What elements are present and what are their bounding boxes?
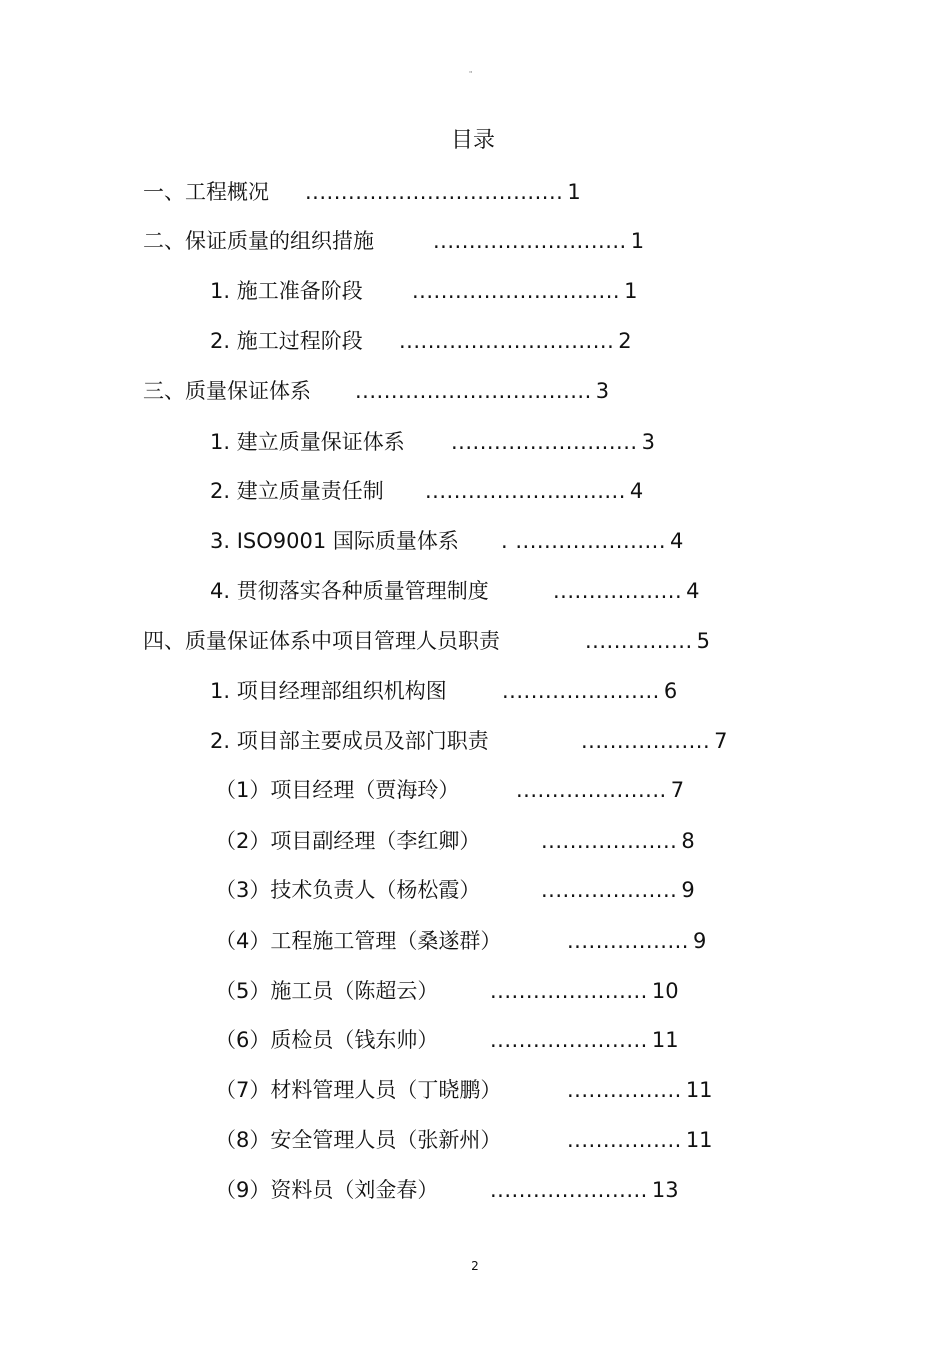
toc-entry-label: 一、工程概况	[143, 180, 269, 204]
toc-entry-dots: .................................	[355, 379, 592, 403]
toc-entry-label: （7）材料管理人员（丁晓鹏）	[215, 1078, 502, 1102]
toc-entry-label: （8）安全管理人员（张新州）	[215, 1128, 502, 1152]
toc-entry-page: 1	[630, 229, 645, 253]
toc-entry-label: （5）施工员（陈超云）	[215, 979, 439, 1003]
toc-entry-dots: ...................	[541, 878, 678, 902]
toc-entry-page: 8	[681, 829, 695, 853]
toc-entry-dots: ................	[567, 1128, 682, 1152]
toc-entry-label: 二、保证质量的组织措施	[143, 229, 374, 253]
toc-entry-dots: ...............	[585, 629, 693, 653]
toc-entry-dots: ...................	[541, 829, 678, 853]
toc-entry-label: 2. 项目部主要成员及部门职责	[210, 729, 489, 753]
toc-entry-dots: ......................	[502, 679, 660, 703]
toc-entry-dots: ..........................	[451, 430, 638, 454]
toc-entry-page: 7	[714, 729, 728, 753]
toc-entry-page: 9	[681, 878, 695, 902]
toc-entry-dots: .............................	[412, 279, 621, 303]
toc-entry[interactable]	[215, 875, 695, 905]
toc-entry-dots: .................	[567, 929, 689, 953]
toc-entry-label: 2. 施工过程阶段	[210, 329, 363, 353]
toc-entry-label: （3）技术负责人（杨松霞）	[215, 878, 481, 902]
toc-entry[interactable]	[215, 1075, 713, 1105]
page-number: 2	[471, 1259, 479, 1273]
toc-entry-page: 4	[629, 479, 644, 503]
toc-entry-dots: ..................	[581, 729, 711, 753]
toc-entry-label: 四、质量保证体系中项目管理人员职责	[143, 629, 500, 653]
toc-entry-page: 5	[696, 629, 711, 653]
toc-entry[interactable]	[210, 326, 632, 356]
toc-entry-label: 三、质量保证体系	[143, 379, 311, 403]
toc-entry-page: 4	[670, 529, 684, 553]
toc-entry-page: 3	[595, 379, 610, 403]
toc-entry[interactable]	[215, 926, 706, 956]
header-mark: "	[469, 70, 473, 78]
toc-entry-page: 10	[651, 979, 679, 1003]
toc-entry-page: 13	[651, 1178, 679, 1202]
toc-entry-dots: ......................	[490, 1028, 648, 1052]
toc-entry[interactable]	[210, 276, 637, 306]
toc-entry-dots: . .....................	[501, 529, 667, 553]
toc-entry-page: 6	[663, 679, 678, 703]
toc-entry-label: （6）质检员（钱东帅）	[215, 1028, 439, 1052]
toc-entry-label: （9）资料员（刘金春）	[215, 1178, 439, 1202]
toc-entry[interactable]	[215, 976, 679, 1006]
toc-entry-page: 11	[685, 1128, 713, 1152]
toc-entry[interactable]	[210, 526, 683, 556]
toc-entry-page: 11	[651, 1028, 679, 1052]
toc-entry-label: （1）项目经理（贾海玲）	[215, 778, 460, 802]
toc-entry[interactable]	[215, 1175, 679, 1205]
toc-entry[interactable]	[143, 226, 644, 256]
toc-entry-page: 1	[624, 279, 638, 303]
toc-entry-dots: ...........................	[433, 229, 627, 253]
toc-entry-page: 4	[686, 579, 700, 603]
toc-entry[interactable]	[210, 576, 700, 606]
toc-entry-dots: ............................	[425, 479, 626, 503]
toc-entry-label: 1. 施工准备阶段	[210, 279, 363, 303]
toc-entry[interactable]	[215, 775, 684, 805]
toc-entry-page: 2	[618, 329, 632, 353]
toc-entry-dots: .....................	[516, 778, 667, 802]
toc-entry[interactable]	[210, 427, 655, 457]
toc-title: 目录	[450, 128, 495, 153]
toc-entry-label: 1. 项目经理部组织机构图	[210, 679, 447, 703]
toc-entry-page: 3	[641, 430, 655, 454]
toc-entry-label: 2. 建立质量责任制	[210, 479, 384, 503]
toc-entry-label: 3. ISO9001 国际质量体系	[210, 529, 459, 553]
toc-entry-label: （4）工程施工管理（桑遂群）	[215, 929, 502, 953]
toc-entry-page: 9	[692, 929, 707, 953]
toc-entry-page: 11	[685, 1078, 713, 1102]
toc-entry-dots: ......................	[490, 1178, 648, 1202]
toc-entry[interactable]	[210, 476, 643, 506]
toc-entry-label: 4. 贯彻落实各种质量管理制度	[210, 579, 489, 603]
toc-entry-page: 7	[670, 778, 685, 802]
toc-entry[interactable]	[215, 1125, 713, 1155]
toc-entry[interactable]	[215, 826, 695, 856]
toc-entry[interactable]	[143, 376, 609, 406]
toc-entry[interactable]	[210, 726, 728, 756]
toc-entry-dots: ................	[567, 1078, 682, 1102]
toc-entry[interactable]	[143, 177, 581, 207]
toc-entry-dots: ....................................	[305, 180, 564, 204]
toc-entry[interactable]	[210, 676, 677, 706]
toc-entry-dots: ..............................	[399, 329, 615, 353]
toc-entry-dots: ......................	[490, 979, 648, 1003]
toc-entry[interactable]	[143, 626, 710, 656]
toc-entry-label: 1. 建立质量保证体系	[210, 430, 405, 454]
toc-entry[interactable]	[215, 1025, 679, 1055]
toc-entry-dots: ..................	[553, 579, 683, 603]
toc-entry-page: 1	[567, 180, 581, 204]
toc-entry-label: （2）项目副经理（李红卿）	[215, 829, 481, 853]
